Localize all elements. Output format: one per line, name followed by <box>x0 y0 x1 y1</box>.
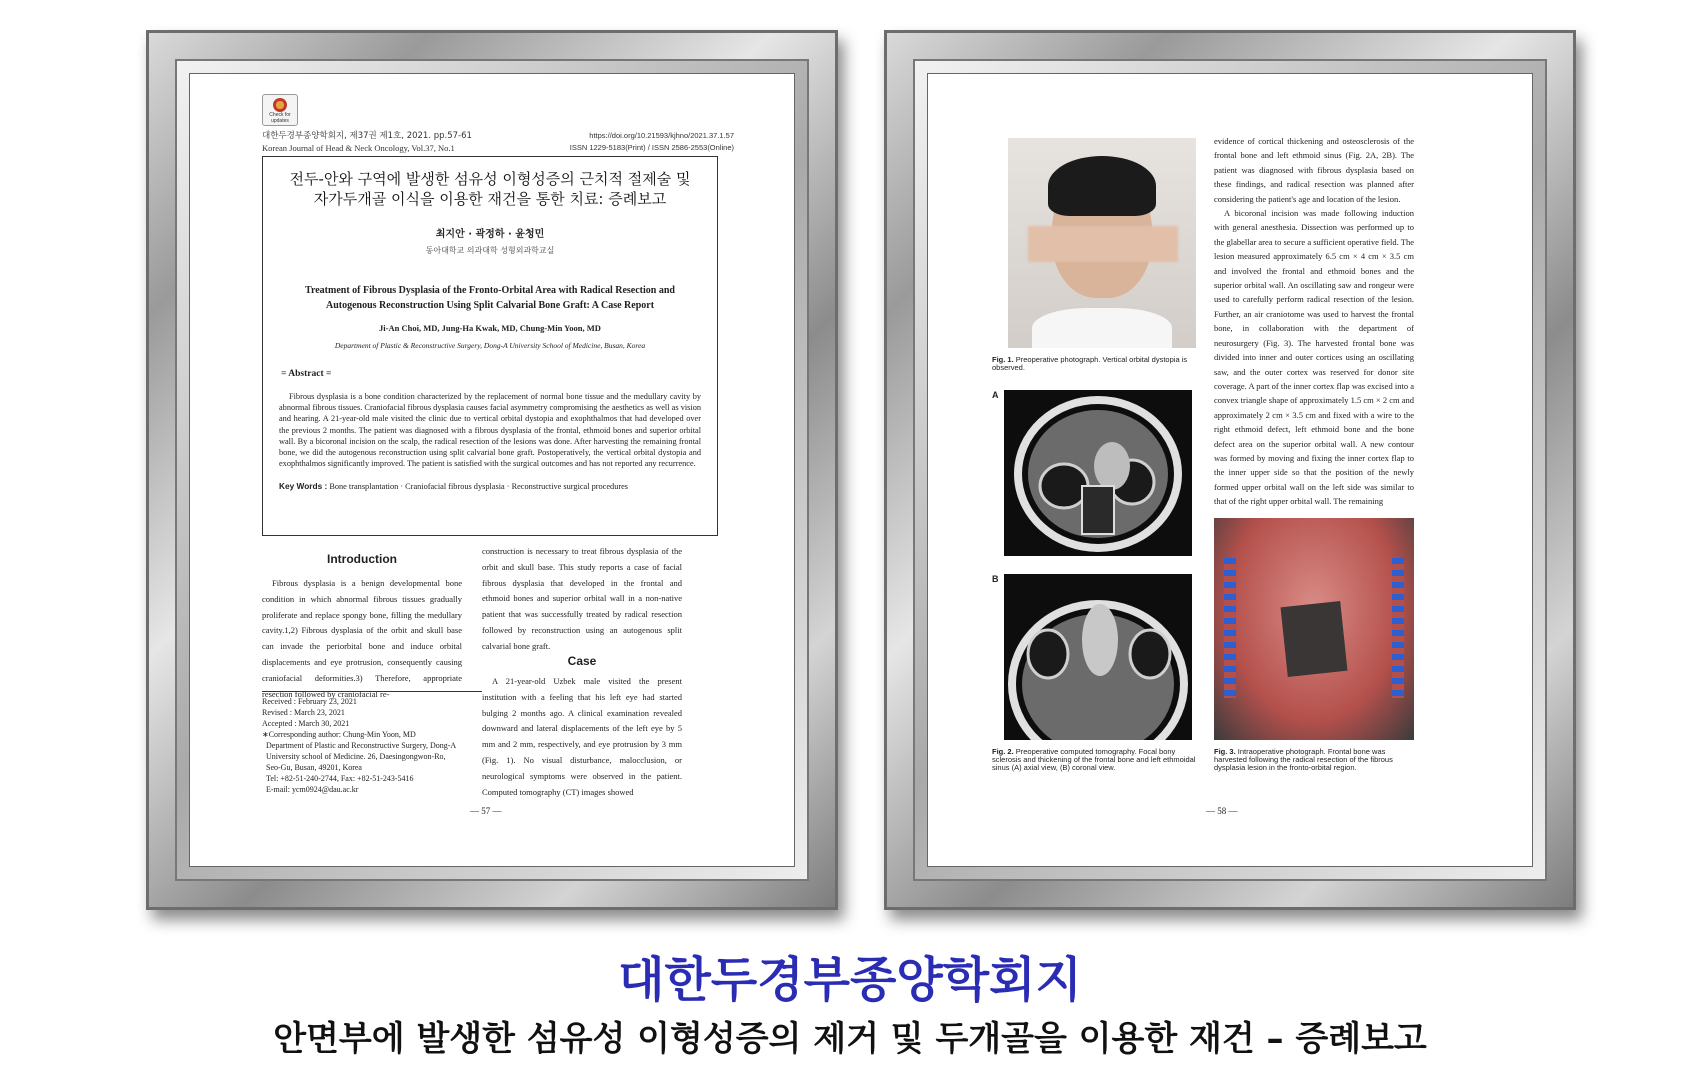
case-text: A 21-year-old Uzbek male visited the present institution with a feeling that his left eye had started bulging 2 months ago. A clinical examination revealed downward and lateral displacements of the left eye by 5 mm and 2 mm, respectively, and eye protrusion by 3 mm (Fig. 1). No visual disturbance, malocclusion, or neurological symptoms were observed in the patient. Computed tomography (CT) images showed <box>482 676 682 797</box>
eye-blur-bar <box>1028 226 1178 262</box>
note-dept: Department of Plastic and Reconstructive Surgery, Dong-A <box>266 741 457 750</box>
page-57 <box>189 73 795 867</box>
keywords-list: Bone transplantation · Craniofacial fibrous dysplasia · Reconstructive surgical procedures <box>329 482 629 491</box>
title-ko-line-1: 전두-안와 구역에 발생한 섬유성 이형성증의 근치적 절제술 및 <box>289 170 691 188</box>
right-frame <box>884 30 1576 910</box>
keywords-label: Key Words : <box>279 481 328 491</box>
page-number-58: — 58 — <box>1206 806 1238 816</box>
footer-subtitle: 안면부에 발생한 섬유성 이형성증의 제거 및 두개골을 이용한 재건 – 증례보고 <box>273 1019 1427 1059</box>
note-corresponding: ∗Corresponding author: Chung-Min Yoon, MD <box>262 730 416 739</box>
clips-right <box>1392 558 1404 698</box>
left-frame-mat <box>175 59 809 881</box>
title-en-line-1: Treatment of Fibrous Dysplasia of the Fronto-Orbital Area with Radical Resection and <box>305 285 675 296</box>
doi[interactable]: https://doi.org/10.21593/kjhno/2021.37.1.57 <box>589 131 734 140</box>
journal-en: Korean Journal of Head & Neck Oncology, Vol.37, No.1 <box>262 143 455 153</box>
right-frame-mat <box>913 59 1547 881</box>
title-ko-line-2: 자가두개골 이식을 이용한 재건을 통한 치료: 증례보고 <box>313 190 667 208</box>
fig1-label: Fig. 1. <box>992 355 1014 364</box>
introduction-heading: Introduction <box>327 552 397 566</box>
crossmark-icon <box>273 98 287 112</box>
note-received: Received : February 23, 2021 <box>262 697 357 706</box>
note-revised: Revised : March 23, 2021 <box>262 708 345 717</box>
fig1-caption-text: Preoperative photograph. Vertical orbital dystopia is observed. <box>992 355 1188 372</box>
note-tel: Tel: +82-51-240-2744, Fax: +82-51-243-5416 <box>266 774 414 783</box>
clips-left <box>1224 558 1236 698</box>
title-ko <box>263 169 717 209</box>
affiliation-ko: 동아대학교 의과대학 성형외과학교실 <box>425 246 555 255</box>
panel-b-label: B <box>992 574 999 584</box>
page-58 <box>927 73 1533 867</box>
fig3-photo[interactable] <box>1214 518 1414 740</box>
abstract-heading: = Abstract = <box>281 369 332 379</box>
note-accepted: Accepted : March 30, 2021 <box>262 719 350 728</box>
check-for-updates-badge[interactable] <box>262 94 298 126</box>
fig3-label: Fig. 3. <box>1214 747 1236 756</box>
intro-text: Fibrous dysplasia is a benign developmental bone condition in which abnormal fibrous tissues gradually proliferate and replace spongy bone, filling the medullary cavity.1,2) Fibrous dysplasia of the orbit and skull base can invade the periorbital bone and induce orbital displacements and eye protrusion, consequently causing craniofacial deformities.3) Therefore, appropriate resection followed by craniofacial re- <box>262 578 462 699</box>
left-frame <box>146 30 838 910</box>
keywords <box>279 481 628 491</box>
fig2-label: Fig. 2. <box>992 747 1014 756</box>
panel-a-label: A <box>992 390 999 400</box>
fig2-caption-text: Preoperative computed tomography. Focal bony sclerosis and thickening of the frontal bone and left ethmoidal sinus (A) axial view, (B) coronal view. <box>992 747 1196 772</box>
title-en-line-2: Autogenous Reconstruction Using Split Calvarial Bone Graft: A Case Report <box>325 300 655 311</box>
title-box <box>262 156 718 536</box>
fig1-caption <box>992 356 1202 372</box>
authors-en: Ji-An Choi, MD, Jung-Ha Kwak, MD, Chung-Min Yoon, MD <box>379 323 601 333</box>
manuscript-notes <box>262 691 482 795</box>
authors-ko: 최지안 · 곽정하 · 윤청민 <box>435 229 545 240</box>
hair-shape <box>1048 156 1156 216</box>
fig3-caption-text: Intraoperative photograph. Frontal bone was harvested following the radical resection of the fibrous dysplasia lesion in the fronto-orbital region. <box>1214 747 1393 772</box>
journal-ko: 대한두경부종양학회지, 제37권 제1호, 2021. pp.57-61 <box>262 131 472 141</box>
badge-line-2: updates <box>271 118 289 124</box>
note-address-2: Seo-Gu, Busan, 49201, Korea <box>266 763 362 772</box>
affiliation-en: Department of Plastic & Reconstructive Surgery, Dong-A University School of Medicine, Busan, Korea <box>334 341 646 350</box>
right-column-para-2: A bicoronal incision was made following induction with general anesthesia. Dissection was performed up to the glabellar area to secure a sufficient operative field. The lesion measured approximately 6.5 cm × 4 cm × 3.5 cm and involved the frontal and ethmoid bones and the superior orbital wall. An oscillating saw and rongeur were used to carefully perform radical resection of the lesion. Further, an air craniotome was used to harvest the frontal bone, in collaboration with the department of neurosurgery (Fig. 3). The harvested frontal bone was divided into inner and outer cortices using an oscillating saw, and the outer cortex was reserved for donor site coverage. A part of the inner cortex flap was excised into a convex triangle shape of approximately 1.5 cm × 2 cm and approximately 2 cm × 3.5 cm and fixed with a wire to the right ethmoid defect, left ethmoid bone and the bone defect area on the superior orbital wall. A new contour was formed by moving and fixing the inner cortex flap to the inner upper side so that the position of the newly formed upper orbital wall on the left side was similar to that of the right upper orbital wall. The remaining <box>1214 208 1414 507</box>
right-column-text <box>1214 134 1414 509</box>
note-email[interactable]: E-mail: ycm0924@dau.ac.kr <box>266 785 359 794</box>
page-number-57: — 57 — <box>470 806 502 816</box>
issn: ISSN 1229-5183(Print) / ISSN 2586-2553(Online) <box>569 143 734 152</box>
ct-image-b[interactable] <box>1004 574 1192 740</box>
right-column-para-1: evidence of cortical thickening and osteosclerosis of the frontal bone and left ethmoid sinus (Fig. 2A, 2B). The patient was diagnosed with fibrous dysplasia based on these findings, and radical resection was planned after considering the patient's age and location of the lesion. <box>1214 136 1414 204</box>
ct-coronal-graphic <box>1004 390 1192 556</box>
bone-defect-shape <box>1281 601 1348 677</box>
note-address-1: University school of Medicine. 26, Daesingongwon-Ro, <box>266 752 446 761</box>
case-heading: Case <box>567 654 597 668</box>
fig3-caption <box>1214 748 1414 772</box>
badge-line-1: Check for <box>269 112 291 118</box>
footer-title: 대한두경부종양학회지 <box>618 952 1082 1008</box>
title-en <box>263 283 717 313</box>
abstract-text: Fibrous dysplasia is a bone condition characterized by the replacement of normal bone tissue and the medullary cavity by abnormal fibrous tissues. Craniofacial fibrous dysplasia causes facial asymmetry compromising the aesthetics as well as vision and hearing. A 21-year-old male visited the clinic due to vertical orbital dystopia and exophthalmos that had developed over the previous 2 months. The patient was diagnosed with a fibrous dysplasia of the frontal, ethmoid bones and superior orbital wall. By a bicoronal incision on the scalp, the radical resection of the lesions was done. After harvesting the remaining frontal bone, we did the autogenous reconstruction using split calvarial bone graft. Postoperatively, the vertical orbital dystopia and exophthalmos significantly improved. The patient is satisfied with the surgical outcomes and has not reported any recurrence. <box>279 392 701 469</box>
ct-image-a[interactable] <box>1004 390 1192 556</box>
shirt-shape <box>1032 308 1172 348</box>
fig1-photo[interactable] <box>1008 138 1196 348</box>
col2-text: construction is necessary to treat fibrous dysplasia of the orbit and skull base. This study reports a case of facial fibrous dysplasia that developed in the frontal and ethmoid bones and superior orbital wall in a non-native patient that was successfully treated by radical resection followed by reconstruction using an autogenous split calvarial bone graft. <box>482 546 682 651</box>
ct-axial-graphic <box>1004 574 1192 740</box>
fig2-caption <box>992 748 1202 772</box>
